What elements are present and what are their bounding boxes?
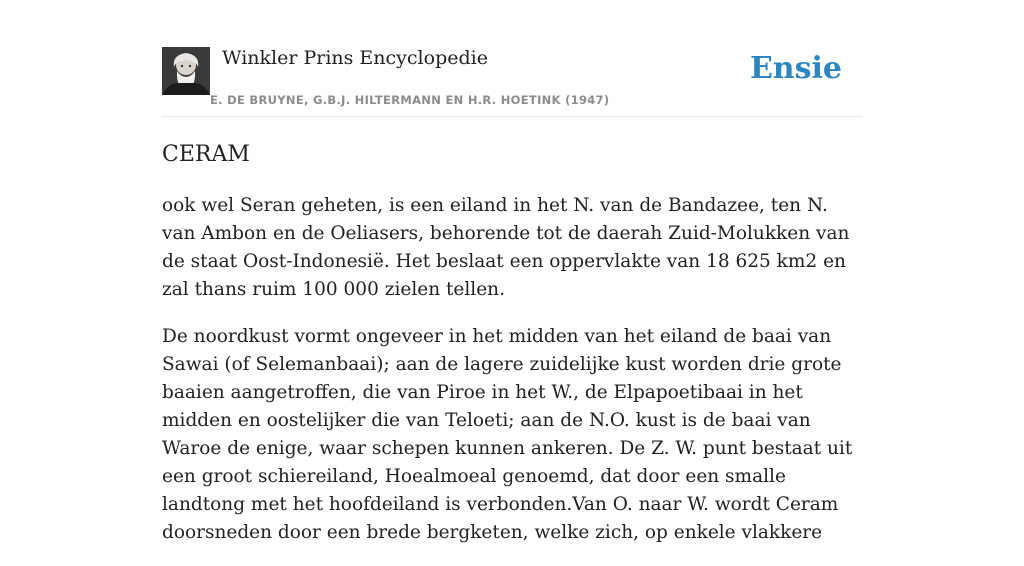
entry-title: CERAM <box>162 142 250 167</box>
entry-paragraph: De noordkust vormt ongeveer in het midden van het eiland de baai van Sawai (of Selemanbaai); aan de lagere zuidelijke kust worden drie grote baaien aangetroffen, die van Piroe in het W., de Elpapoetibaai in het midden en oostelijker die van Teloeti; aan de N.O. kust is de baai van Waroe de enige, waar schepen kunnen ankeren. De Z. W. punt bestaat uit een groot schiereiland, Hoealmoeal genoemd, dat door een smalle landtong met het hoofdeiland is verbonden.Van O. naar W. wordt Ceram doorsneden door een brede bergketen, welke zich, op enkele vlakkere <box>162 326 853 543</box>
publication-title[interactable]: Winkler Prins Encyclopedie <box>222 47 488 69</box>
publication-authors: E. DE BRUYNE, G.B.J. HILTERMANN EN H.R. HOETINK (1947) <box>210 93 610 107</box>
page-header <box>162 40 862 117</box>
author-portrait-avatar[interactable] <box>162 47 210 95</box>
entry-paragraph: ook wel Seran geheten, is een eiland in het N. van de Bandazee, ten N. van Ambon en de Oeliasers, behorende tot de daerah Zuid-Molukken van de staat Oost-Indonesië. Het beslaat een oppervlakte van 18 625 km2 en zal thans ruim 100 000 zielen tellen. <box>162 195 850 300</box>
ensie-logo-link[interactable]: Ensie <box>749 51 842 86</box>
author-portrait-icon <box>162 47 210 95</box>
entry-body <box>162 192 862 566</box>
